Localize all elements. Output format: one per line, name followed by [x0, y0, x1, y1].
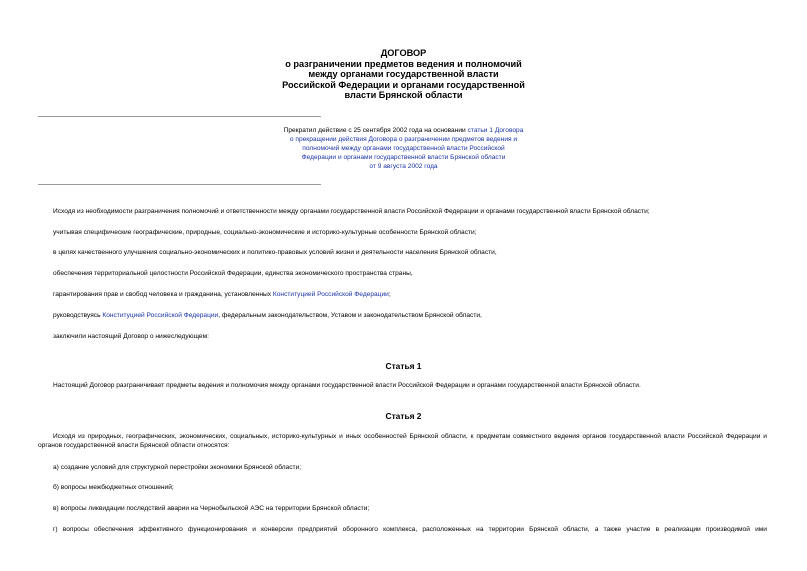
preamble-paragraph: обеспечения территориальной целостности Российской Федерации, единства экономического пространства страны, — [53, 270, 413, 277]
title-line: между органами государственной власти — [308, 69, 499, 79]
paragraph-text: гарантирования прав и свобод человека и гражданина, установленных — [53, 291, 273, 298]
constitution-link[interactable]: Конституцией Российской Федерации — [102, 312, 219, 319]
preamble-paragraph — [53, 311, 482, 320]
termination-agreement-link-line[interactable]: полномочий между органами государственной власти Российской — [302, 145, 505, 153]
article-1-text: Настоящий Договор разграничивает предметы ведения и полномочия между органами государственной власти Российской Федерации и органами государственной власти Брянской области. — [53, 382, 641, 389]
preamble-paragraph: учитывая специфические географические, природные, социально-экономические и историко-культурные особенности Брянской области; — [53, 229, 477, 236]
article-1-link[interactable]: статьи 1 Договора — [467, 127, 524, 134]
article-2-heading: Статья 2 — [385, 411, 422, 421]
article-2-item: а) создание условий для структурной перестройки экономики Брянской области; — [53, 464, 302, 471]
preamble-paragraph: в целях качественного улучшения социально-экономических и политико-правовых условий жизни и деятельности населения Брянской области, — [53, 249, 497, 256]
article-2-item: б) вопросы межбюджетных отношений; — [53, 484, 174, 491]
article-2-item-text: г) вопросы обеспечения эффективного функционирования и конверсии предприятий оборонного комплекса, расположенных на территории Брянской области, а также участие в реализации производимой ими — [53, 526, 767, 533]
termination-agreement-link-date[interactable]: от 9 августа 2002 года — [369, 163, 438, 171]
termination-agreement-link-line[interactable]: Федерации и органами государственной власти Брянской области — [301, 154, 506, 162]
paragraph-text: ; — [388, 291, 391, 298]
document-title — [0, 48, 807, 101]
title-line: ДОГОВОР — [380, 48, 427, 58]
article-2-item — [53, 525, 767, 534]
status-note-line — [0, 126, 807, 135]
title-line: о разграничении предметов ведения и полномочий — [285, 58, 522, 69]
status-note — [0, 126, 807, 171]
title-line: Российской Федерации и органами государственной — [282, 79, 525, 90]
divider-bottom — [38, 184, 321, 185]
preamble-paragraph: заключили настоящий Договор о нижеследующем: — [53, 333, 209, 340]
divider-top — [38, 116, 321, 117]
article-1-heading: Статья 1 — [385, 361, 422, 371]
preamble-paragraph: Исходя из необходимости разграничения полномочий и ответственности между органами государственной власти Российской Федерации и органами государственной власти Брянской области; — [53, 208, 650, 215]
status-note-text: Прекратил действие с 25 сентября 2002 года на основании — [283, 127, 468, 134]
termination-agreement-link-line[interactable]: о прекращении действия Договора о разграничении предметов ведения и — [289, 136, 518, 144]
constitution-link[interactable]: Конституцией Российской Федерации — [272, 291, 389, 298]
preamble-paragraph — [53, 290, 391, 299]
article-2-item: в) вопросы ликвидации последствий аварии на Чернобыльской АЭС на территории Брянской области; — [53, 505, 370, 512]
paragraph-text: руководствуясь — [53, 312, 103, 319]
article-2-intro: Исходя из природных, географических, экономических, социальных, историко-культурных и иных особенностей Брянской области, к предметам совместного ведения органов государственной власти Российской Федерации и органов государственной власти Брянской области относятся: — [38, 433, 767, 450]
title-line: власти Брянской области — [344, 90, 463, 100]
paragraph-text: , федеральным законодательством, Уставом и законодательством Брянской области, — [218, 312, 482, 319]
